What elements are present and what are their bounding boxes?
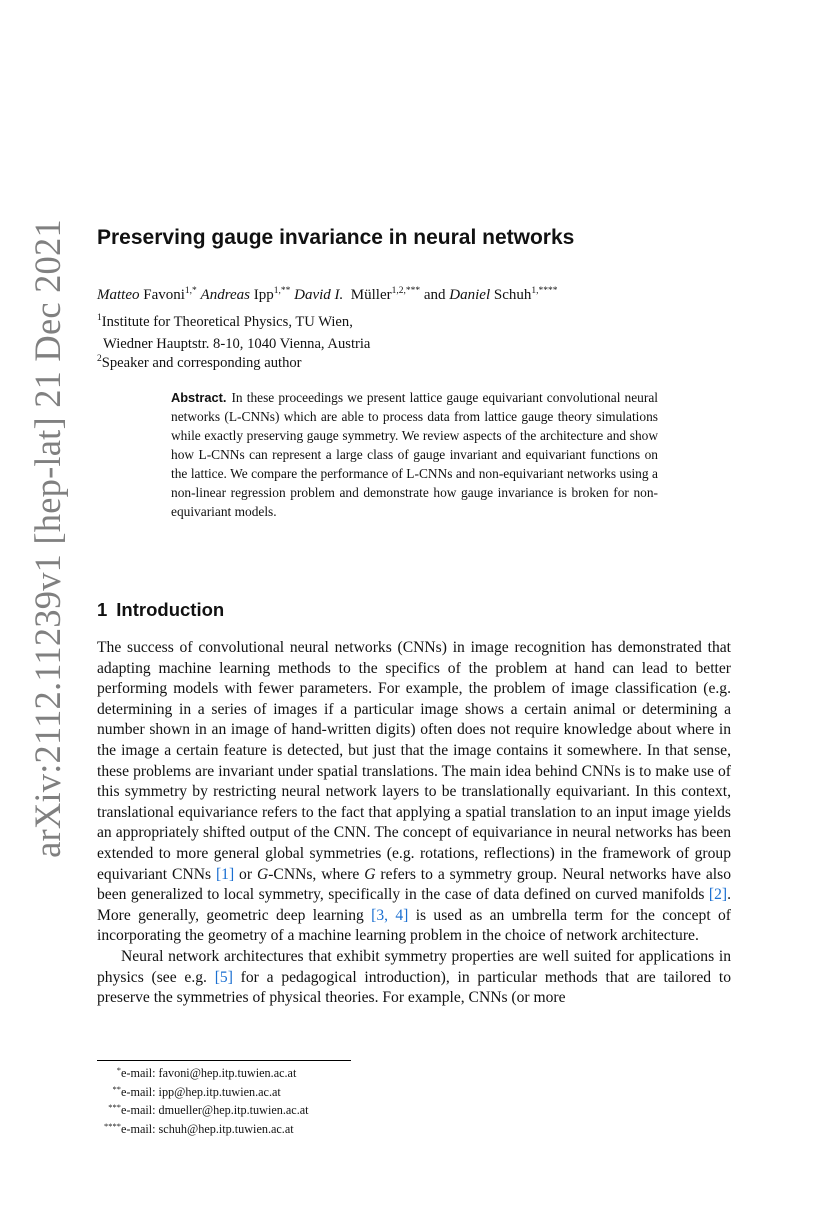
footnotes bbox=[97, 1065, 497, 1139]
text-run: The success of convolutional neural networks (CNNs) in image recognition has demonstrated that adapting machine learning methods to the specifics of the problem at hand can lead to better performing models with fewer parameters. For example, the problem of image classification (e.g. determining in a series of images if a particular image shows a certain animal or determining a number shown in an image of hand-written digits) often does not require knowledge about where in the image a certain feature is detected, but just that the image contains it somewhere. In that sense, these problems are invariant under spatial translations. The main idea behind CNNs is to make use of this symmetry by restricting neural network layers to be translationally equivariant. In this context, translational equivariance refers to the fact that applying a spatial translation to an input image yields an appropriately shifted output of the CNN. The concept of equivariance in neural networks has been extended to more general global symmetries (e.g. rotations, reflections) in the framework of group equivariant CNNs bbox=[97, 639, 731, 883]
paragraph bbox=[97, 638, 731, 947]
paper-title: Preserving gauge invariance in neural networks bbox=[97, 226, 575, 249]
citation-link[interactable]: [1] bbox=[215, 865, 235, 883]
text-run: . More generally, geometric deep learning bbox=[97, 886, 731, 924]
abstract-text: In these proceedings we present lattice gauge equivariant convolutional neural networks (L-CNNs) which are able to process data from lattice gauge theory simulations while exactly preserving gauge symmetry. We review aspects of the architecture and show how L-CNNs can represent a large class of gauge invariant and equivariant functions on the lattice. We compare the performance of L-CNNs and non-equivariant networks using a non-linear regression problem and demonstrate how gauge invariance is broken for non-equivariant models. bbox=[171, 390, 658, 519]
footnote: * e-mail: favoni@hep.itp.tuwien.ac.at bbox=[116, 1065, 297, 1080]
text-run: or bbox=[234, 865, 257, 883]
math-symbol: G bbox=[364, 865, 376, 883]
text-run: for a pedagogical introduction), in particular methods that are tailored to preserve the symmetries of physical theories. For example, CNNs (or more bbox=[97, 968, 731, 1007]
text-run: Neural network architectures that exhibit symmetry properties are well suited for applications in physics (see e.g. bbox=[97, 947, 731, 986]
author-1: Matteo Favoni$^{1,*}$ bbox=[97, 286, 197, 303]
citation-link[interactable]: [2] bbox=[708, 886, 728, 904]
arxiv-stamp-text: arXiv:2112.11239v1 [hep-lat] 21 Dec 2021 bbox=[26, 218, 68, 858]
footnote: *** e-mail: dmueller@hep.itp.tuwien.ac.at bbox=[108, 1102, 309, 1117]
math-symbol: G bbox=[256, 865, 269, 883]
citation-link[interactable]: [5] bbox=[214, 968, 233, 986]
affiliation-1-address: Wiedner Hauptstr. 8-10, 1040 Vienna, Austria bbox=[103, 335, 371, 352]
abstract bbox=[171, 388, 658, 521]
author-3: David I. Müller$^{1,2,***}$ bbox=[294, 286, 421, 303]
paragraph bbox=[97, 947, 731, 1009]
footnote: **** e-mail: schuh@hep.itp.tuwien.ac.at bbox=[104, 1120, 294, 1136]
affiliations bbox=[97, 313, 497, 376]
section-heading bbox=[97, 598, 224, 622]
text-run: refers to a symmetry group. Neural networks have also been generalized to local symmetry, specifically in the case of data defined on curved manifolds bbox=[97, 865, 731, 904]
author-4: Daniel Schuh$^{1,****}$ bbox=[449, 286, 558, 303]
footnote-rule bbox=[97, 1060, 351, 1061]
text-run: -CNNs, where bbox=[268, 865, 365, 883]
text-run: is used as an umbrella term for the concept of incorporating the geometry of a machine learning problem in the choice of network architecture. bbox=[97, 906, 731, 945]
affiliation-1: $^1$Institute for Theoretical Physics, TU Wien, bbox=[97, 313, 353, 330]
arxiv-stamp bbox=[26, 218, 68, 858]
abstract-label: Abstract. bbox=[171, 390, 227, 405]
section-title: Introduction bbox=[116, 599, 225, 620]
author-list bbox=[97, 284, 737, 308]
footnote: ** e-mail: ipp@hep.itp.tuwien.ac.at bbox=[112, 1083, 281, 1099]
body-text bbox=[97, 638, 731, 1009]
author-conjunction: and bbox=[423, 287, 446, 303]
affiliation-2: $^2$Speaker and corresponding author bbox=[97, 354, 302, 371]
citation-link[interactable]: [3, 4] bbox=[371, 906, 409, 924]
author-2: Andreas Ipp$^{1,**}$ bbox=[200, 286, 291, 303]
section-number: 1 bbox=[97, 599, 108, 620]
